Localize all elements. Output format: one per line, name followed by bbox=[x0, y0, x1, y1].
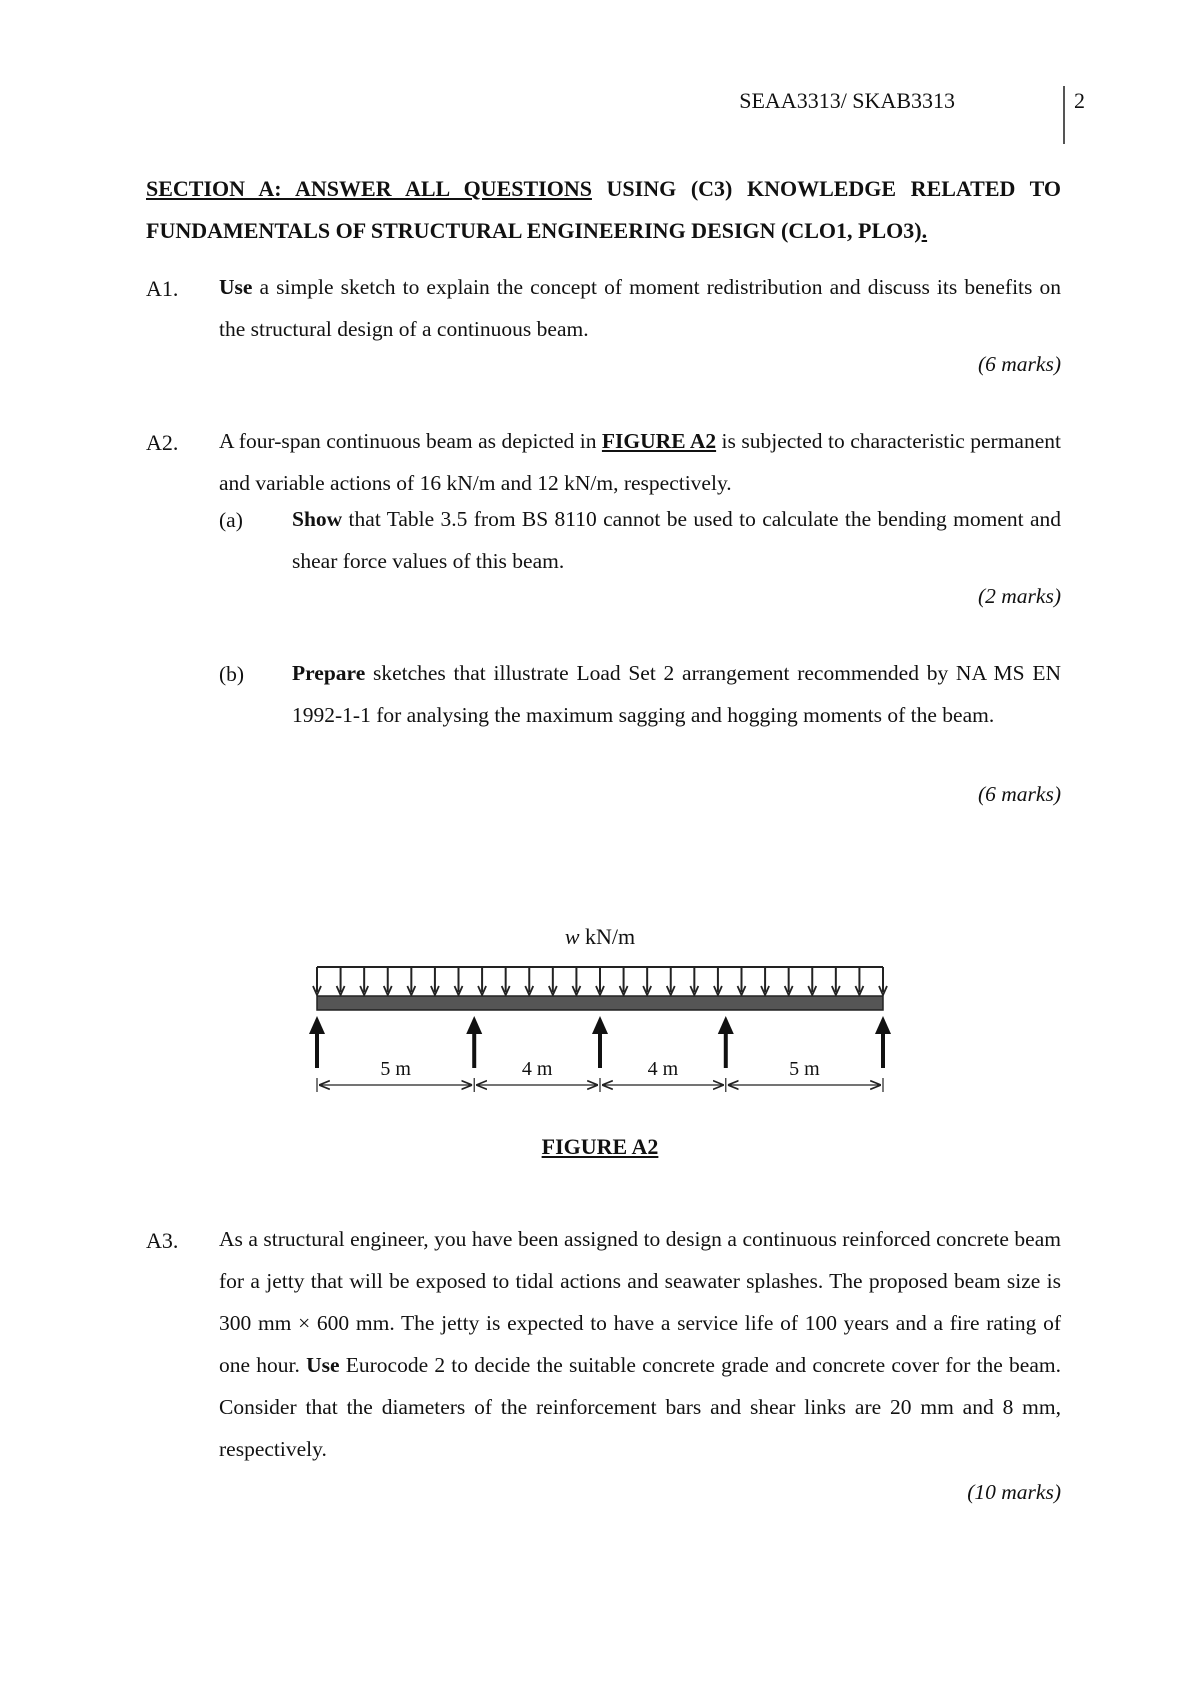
udl-arrow bbox=[855, 967, 863, 995]
question-a3-body-start: As a structural engineer, you have been assigned to design a continuous reinforced concrete beam for a jetty that will be exposed to tidal actions and seawater splashes. The proposed beam size is 300 mm × 600 mm. The jetty is expected to have a service life of 100 years and a fire rating of one hour. bbox=[219, 1227, 1061, 1377]
span-length-label: 4 m bbox=[647, 1058, 679, 1080]
udl-arrow bbox=[690, 967, 698, 995]
udl-arrow bbox=[525, 967, 533, 995]
question-a1-number: A1. bbox=[146, 276, 179, 301]
question-a3-body-end: Eurocode 2 to decide the suitable concrete grade and concrete cover for the beam. Consider that the diameters of the reinforcement bars and shear links are 20 mm and 8 mm, respectively. bbox=[219, 1353, 1061, 1461]
support-reaction-arrow bbox=[309, 1016, 325, 1068]
udl-arrow bbox=[761, 967, 769, 995]
question-a2-body-start: A four-span continuous beam as depicted in bbox=[219, 429, 602, 453]
support-reaction-arrow bbox=[718, 1016, 734, 1068]
udl-arrow bbox=[596, 967, 604, 995]
figure-caption: FIGURE A2 bbox=[541, 1134, 659, 1159]
udl-arrow bbox=[549, 967, 557, 995]
figure-a2-beam-diagram bbox=[300, 920, 900, 1130]
question-a2-number: A2. bbox=[146, 430, 179, 455]
figure-a2-reference: FIGURE A2 bbox=[601, 429, 717, 453]
question-a2-body-end: is subjected to characteristic permanent and variable actions of 16 kN/m and 12 kN/m, respectively. bbox=[219, 429, 1061, 495]
question-a2a-label: (a) bbox=[219, 508, 243, 532]
udl-top-line bbox=[317, 966, 883, 968]
question-a3-number: A3. bbox=[146, 1228, 179, 1253]
udl-arrow bbox=[384, 967, 392, 995]
udl-arrow bbox=[643, 967, 651, 995]
section-title-underlined: SECTION A: ANSWER ALL QUESTIONS bbox=[146, 176, 592, 201]
question-a2a-marks: (2 marks) bbox=[978, 584, 1061, 608]
question-a2b-label: (b) bbox=[219, 662, 245, 686]
udl-arrow bbox=[738, 967, 746, 995]
question-a2b-text bbox=[292, 652, 1061, 736]
load-label-unit: kN/m bbox=[579, 924, 636, 949]
question-a1-body: a simple sketch to explain the concept of moment redistribution and discuss its benefits on the structural design of a continuous beam. bbox=[219, 275, 1061, 341]
question-a3-verb: Use bbox=[306, 1353, 340, 1377]
support-reaction-arrow bbox=[875, 1016, 891, 1068]
load-label bbox=[565, 924, 635, 949]
udl-arrow bbox=[832, 967, 840, 995]
udl-arrow bbox=[808, 967, 816, 995]
udl-arrow bbox=[572, 967, 580, 995]
span-length-label: 5 m bbox=[789, 1058, 820, 1080]
question-a1-text bbox=[219, 266, 1061, 350]
udl-arrow bbox=[360, 967, 368, 995]
support-reaction-arrow bbox=[466, 1016, 482, 1068]
question-a2b-marks: (6 marks) bbox=[978, 782, 1061, 806]
udl-arrow bbox=[714, 967, 722, 995]
load-label-w: w bbox=[564, 924, 580, 949]
question-a2a-text bbox=[292, 498, 1061, 582]
udl-arrow bbox=[313, 967, 321, 995]
course-code: SEAA3313/ SKAB3313 bbox=[739, 88, 955, 113]
udl-arrow bbox=[785, 967, 793, 995]
udl-arrow bbox=[337, 967, 345, 995]
span-length-label: 5 m bbox=[380, 1058, 411, 1080]
question-a3-text bbox=[219, 1218, 1061, 1470]
support-reaction-arrow bbox=[592, 1016, 608, 1068]
beam bbox=[317, 996, 883, 1010]
udl-arrow bbox=[879, 967, 887, 995]
question-a2a-body: that Table 3.5 from BS 8110 cannot be used to calculate the bending moment and shear force values of this beam. bbox=[292, 507, 1061, 573]
question-a2b-body: sketches that illustrate Load Set 2 arrangement recommended by NA MS EN 1992-1-1 for analysing the maximum sagging and hogging moments of the beam. bbox=[292, 661, 1061, 727]
question-a2a-verb: Show bbox=[292, 507, 343, 531]
question-a2-text bbox=[219, 420, 1061, 504]
page-number: 2 bbox=[1074, 88, 1085, 113]
udl-arrow bbox=[431, 967, 439, 995]
udl-arrow bbox=[502, 967, 510, 995]
section-title-rest: USING (C3) KNOWLEDGE RELATED TO FUNDAMENTALS OF STRUCTURAL ENGINEERING DESIGN (CLO1, PLO3) bbox=[146, 176, 1061, 243]
udl-arrow bbox=[478, 967, 486, 995]
header-divider bbox=[1063, 86, 1065, 144]
udl-arrow bbox=[620, 967, 628, 995]
udl-arrow bbox=[667, 967, 675, 995]
udl-arrows bbox=[313, 967, 887, 995]
question-a2b-verb: Prepare bbox=[292, 661, 366, 685]
question-a1-verb: Use bbox=[219, 275, 253, 299]
question-a1-marks: (6 marks) bbox=[978, 352, 1061, 376]
udl-arrow bbox=[455, 967, 463, 995]
question-a3-marks: (10 marks) bbox=[967, 1480, 1061, 1504]
udl-arrow bbox=[407, 967, 415, 995]
section-title bbox=[146, 168, 1061, 252]
section-title-end: . bbox=[921, 218, 928, 243]
span-length-label: 4 m bbox=[521, 1058, 553, 1080]
